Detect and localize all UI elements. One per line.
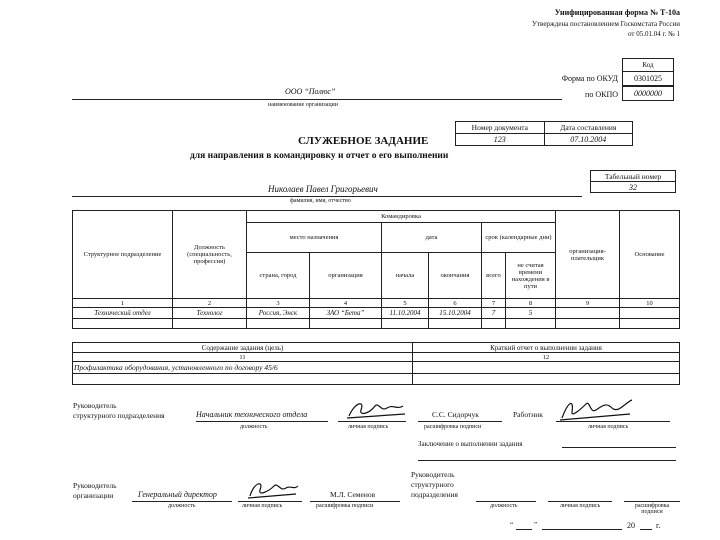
okpo-value: 0000000 [634, 89, 662, 98]
head-org-name-line [310, 501, 400, 502]
cell-empty [506, 319, 556, 329]
th-date: дата [382, 223, 482, 253]
head-unit2-decoding-line [624, 501, 680, 502]
employee-name-line [72, 196, 582, 197]
head-unit2-label1: Руководитель [411, 470, 455, 479]
document-number-table [455, 121, 633, 146]
head-org-position: Генеральный директор [138, 490, 217, 499]
cell-empty [382, 319, 429, 329]
date-month-line [542, 529, 622, 530]
caption-position: должность [490, 503, 518, 509]
signature-worker [556, 396, 636, 424]
cell-empty [73, 319, 173, 329]
conclusion-line-2 [418, 460, 676, 461]
code-header-cell [622, 58, 674, 72]
cell-structural: Технический отдел [73, 308, 173, 319]
head-unit-label1: Руководитель [73, 401, 117, 410]
head-unit2-label3: подразделения [411, 490, 458, 499]
task-report-value [413, 362, 680, 374]
col-number: 12 [413, 353, 680, 362]
code-label: Код [642, 61, 654, 69]
form-title: Унифицированная форма № Т-10а [554, 8, 680, 17]
head-unit-name-line [418, 421, 502, 422]
cell-empty [247, 319, 310, 329]
th-country-city: страна, город [247, 253, 310, 299]
col-number: 3 [247, 299, 310, 308]
cell-empty [429, 319, 482, 329]
cell-empty [482, 319, 506, 329]
col-number: 7 [482, 299, 506, 308]
th-term: срок (календарные дни) [482, 223, 556, 253]
signature-line-1 [338, 421, 406, 422]
cell-empty [413, 374, 680, 385]
cell-empty [620, 319, 680, 329]
cell-not-counting: 5 [506, 308, 556, 319]
caption-signature: личная подпись [348, 424, 389, 430]
th-position: Должность (специальность, профессия) [173, 211, 247, 299]
th-not-counting: не считая времени нахождения в пути [506, 253, 556, 299]
cell-end: 15.10.2004 [429, 308, 482, 319]
worker-label: Работник [513, 410, 543, 419]
col-number: 10 [620, 299, 680, 308]
okpo-label: по ОКПО [585, 90, 618, 99]
th-payer: организация-плательщик [556, 211, 620, 299]
date-year-prefix: 20 [627, 521, 635, 530]
signature-line-org [238, 501, 302, 502]
cell-payer [556, 308, 620, 319]
cell-empty [556, 319, 620, 329]
document-title: СЛУЖЕБНОЕ ЗАДАНИЕ [298, 135, 429, 147]
cell-total: 7 [482, 308, 506, 319]
head-unit-label2: структурного подразделения [73, 411, 165, 420]
caption-position: должность [168, 503, 196, 509]
col-number: 9 [556, 299, 620, 308]
task-table [72, 342, 680, 385]
col-number: 1 [73, 299, 173, 308]
table-row [73, 308, 680, 319]
task-content-value: Профилактика оборудования, установленного по договору 45/6 [73, 362, 413, 374]
head-unit2-signature-line [548, 501, 612, 502]
approved-line1: Утверждена постановлением Госкомстата России [532, 20, 680, 28]
th-total: всего [482, 253, 506, 299]
cell-empty [73, 374, 413, 385]
col-number: 6 [429, 299, 482, 308]
head-org-name: М.Л. Семенов [330, 490, 376, 499]
worker-signature-line [556, 421, 670, 422]
th-basis: Основание [620, 211, 680, 299]
th-end: окончания [429, 253, 482, 299]
okud-value: 0301025 [634, 74, 662, 83]
date-quote-open: “ [510, 521, 514, 529]
signature-head-org [246, 478, 300, 502]
employee-name: Николаев Павел Григорьевич [268, 184, 378, 194]
head-unit2-label2: структурного [411, 480, 454, 489]
th-task-report: Краткий отчет о выполнении задания [413, 343, 680, 353]
employee-name-caption: фамилия, имя, отчество [290, 198, 351, 204]
cell-empty [173, 319, 247, 329]
cell-start: 11.10.2004 [382, 308, 429, 319]
caption-signature: личная подпись [560, 503, 601, 509]
cell-organization: ЗАО “Бета” [310, 308, 382, 319]
caption-decoding: расшифровка подписи [634, 503, 670, 515]
conclusion-label: Заключение о выполнении задания [418, 440, 523, 448]
conclusion-line-1 [562, 447, 676, 448]
th-organization: организация [310, 253, 382, 299]
head-unit-position-line [196, 421, 328, 422]
okud-cell [622, 71, 674, 86]
head-unit-name: С.С. Сидорчук [432, 410, 479, 419]
tab-number-value: 32 [591, 182, 676, 193]
head-unit2-position-line [476, 501, 536, 502]
col-number: 2 [173, 299, 247, 308]
okpo-cell [622, 86, 674, 101]
head-unit-position: Начальник технического отдела [196, 410, 308, 419]
caption-decoding: расшифровка подписи [316, 503, 374, 509]
col-number: 8 [506, 299, 556, 308]
doc-number-value: 123 [456, 134, 545, 146]
organization-line [72, 99, 562, 100]
th-task-content: Содержание задания (цель) [73, 343, 413, 353]
head-org-label1: Руководитель [73, 481, 117, 490]
date-year-suffix: г. [656, 521, 661, 530]
head-org-position-line [132, 501, 232, 502]
tab-number-table [590, 170, 676, 193]
doc-date-value: 07.10.2004 [544, 134, 632, 146]
cell-country-city: Россия, Энск [247, 308, 310, 319]
approved-line2: от 05.01.04 г. № 1 [628, 30, 680, 38]
col-number: 4 [310, 299, 382, 308]
signature-head-unit [345, 398, 407, 422]
tab-number-label: Табельный номер [591, 171, 676, 182]
trip-table [72, 210, 680, 329]
cell-basis [620, 308, 680, 319]
date-day-line [516, 529, 532, 530]
col-number: 5 [382, 299, 429, 308]
col-number: 11 [73, 353, 413, 362]
okud-label: Форма по ОКУД [561, 74, 618, 83]
doc-date-header: Дата составления [544, 122, 632, 134]
th-destination: место назначения [247, 223, 382, 253]
organization-caption: наименование организации [268, 102, 338, 108]
organization-name: ООО “Полюс” [285, 87, 336, 96]
date-quote-close: ” [534, 521, 538, 529]
caption-signature: личная подпись [242, 503, 283, 509]
th-start: начала [382, 253, 429, 299]
doc-number-header: Номер документа [456, 122, 545, 134]
cell-position: Технолог [173, 308, 247, 319]
date-year-line [640, 529, 652, 530]
th-trip: Командировка [247, 211, 556, 223]
caption-decoding: расшифровка подписи [424, 424, 482, 430]
document-subtitle: для направления в командировку и отчет о его выполнении [190, 151, 449, 161]
head-org-label2: организации [73, 491, 114, 500]
caption-position: должность [240, 424, 268, 430]
cell-empty [310, 319, 382, 329]
th-structural: Структурное подразделение [73, 211, 173, 299]
table-row [73, 319, 680, 329]
caption-signature: личная подпись [588, 424, 629, 430]
